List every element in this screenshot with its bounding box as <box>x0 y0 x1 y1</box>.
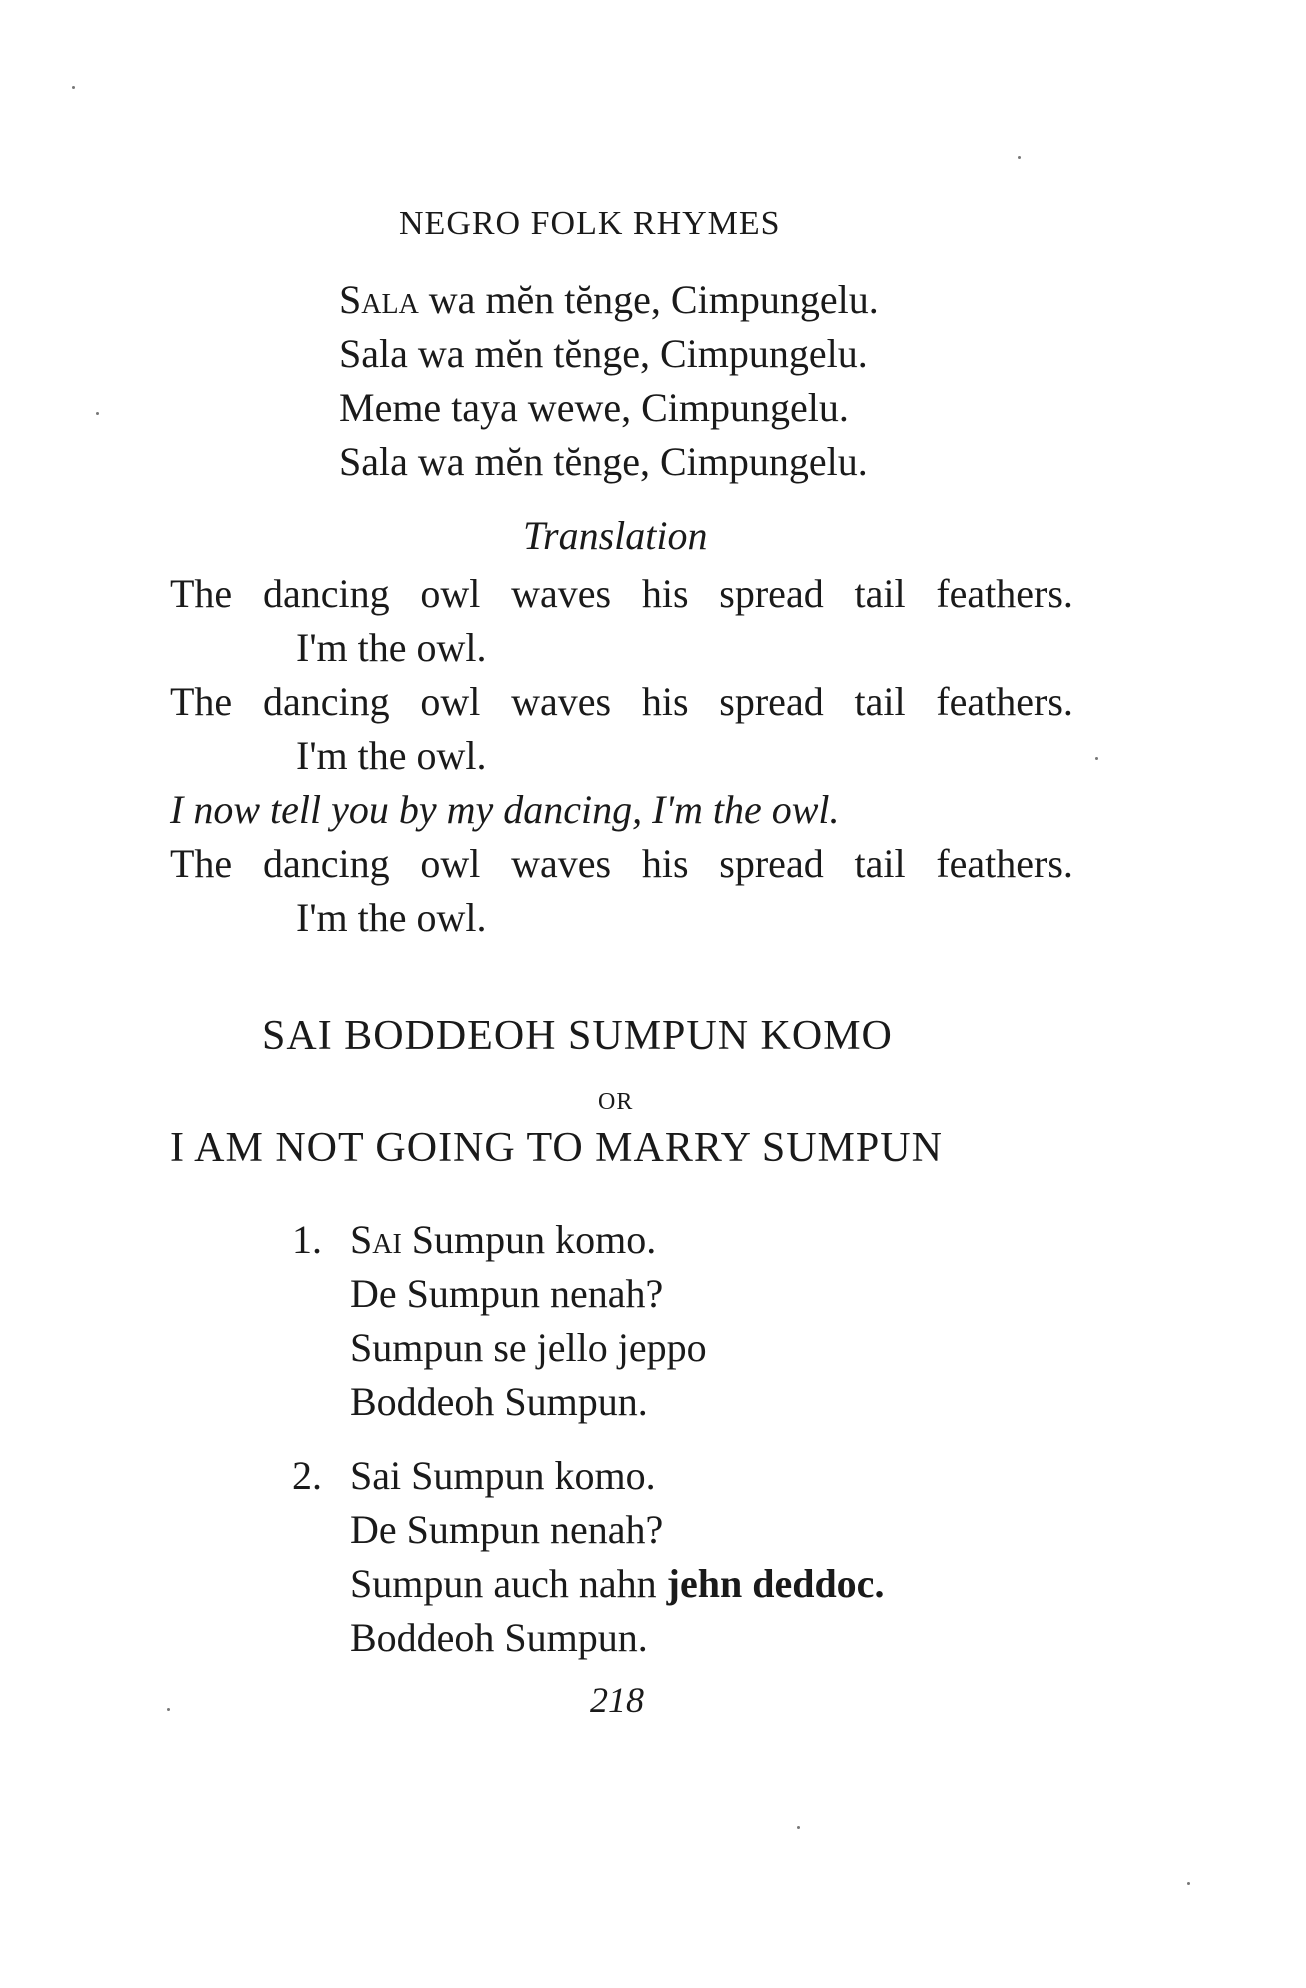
translation-line-4: I'm the owl. <box>296 733 487 778</box>
verse-1-first-word: Sai <box>350 1217 402 1262</box>
section-or: OR <box>598 1089 634 1115</box>
word: waves <box>511 571 612 616</box>
word: dancing <box>262 679 390 724</box>
page-number: 218 <box>590 1680 644 1720</box>
verse-number: 1. <box>292 1217 322 1262</box>
word: waves <box>511 841 612 886</box>
word: The <box>170 679 233 724</box>
translation-heading: Translation <box>523 513 708 558</box>
word: The <box>170 841 233 886</box>
word: owl <box>420 679 481 724</box>
word: tail <box>854 679 906 724</box>
song-first-word: Sala <box>339 277 419 322</box>
scan-speck <box>167 1708 170 1711</box>
verse-2-line-1 <box>292 1452 656 1500</box>
word: spread <box>719 679 824 724</box>
song-line-1 <box>339 276 879 324</box>
word: owl <box>420 571 481 616</box>
translation-line-5: I now tell you by my dancing, I'm the owl. <box>170 787 840 832</box>
word: tail <box>854 841 906 886</box>
scan-speck <box>72 86 75 89</box>
scan-speck <box>1018 156 1021 159</box>
word: his <box>641 679 689 724</box>
verse-2-line-3-bold: jehn deddoc. <box>666 1561 885 1606</box>
word: waves <box>511 679 612 724</box>
scan-speck <box>1187 1882 1190 1885</box>
word: owl <box>420 841 481 886</box>
translation-line-3 <box>170 678 1073 726</box>
word: his <box>641 841 689 886</box>
scan-speck <box>1095 757 1098 760</box>
song-line-3: Meme taya wewe, Cimpungelu. <box>339 385 849 430</box>
verse-1-line-4: Boddeoh Sumpun. <box>350 1379 648 1424</box>
word: spread <box>719 571 824 616</box>
word: feathers. <box>936 571 1073 616</box>
song-line-1-rest: wa mĕn tĕnge, Cimpungelu. <box>418 277 879 322</box>
verse-2-line-3-plain: Sumpun auch nahn <box>350 1561 667 1606</box>
verse-1-line-1 <box>292 1216 656 1264</box>
translation-line-6 <box>170 840 1073 888</box>
song-line-2: Sala wa mĕn tĕnge, Cimpungelu. <box>339 331 868 376</box>
verse-2-line-2: De Sumpun nenah? <box>350 1507 664 1552</box>
verse-1-line-2: De Sumpun nenah? <box>350 1271 664 1316</box>
word: feathers. <box>936 841 1073 886</box>
section-title: SAI BODDEOH SUMPUN KOMO <box>262 1013 893 1059</box>
scan-speck <box>797 1826 800 1829</box>
word: his <box>641 571 689 616</box>
word: dancing <box>262 571 390 616</box>
running-head: NEGRO FOLK RHYMES <box>399 205 781 242</box>
translation-line-7: I'm the owl. <box>296 895 487 940</box>
verse-2-line-3 <box>350 1560 884 1608</box>
translation-line-1 <box>170 570 1073 618</box>
verse-2-line-1-text: Sai Sumpun komo. <box>350 1453 656 1498</box>
verse-1-line-1-rest: Sumpun komo. <box>401 1217 657 1262</box>
word: The <box>170 571 233 616</box>
song-line-4: Sala wa mĕn tĕnge, Cimpungelu. <box>339 439 868 484</box>
word: tail <box>854 571 906 616</box>
word: dancing <box>262 841 390 886</box>
word: feathers. <box>936 679 1073 724</box>
translation-line-2: I'm the owl. <box>296 625 487 670</box>
verse-number: 2. <box>292 1453 322 1498</box>
section-subtitle: I AM NOT GOING TO MARRY SUMPUN <box>170 1125 943 1171</box>
scan-speck <box>96 412 99 415</box>
verse-1-line-3: Sumpun se jello jeppo <box>350 1325 707 1370</box>
word: spread <box>719 841 824 886</box>
verse-2-line-4: Boddeoh Sumpun. <box>350 1615 648 1660</box>
